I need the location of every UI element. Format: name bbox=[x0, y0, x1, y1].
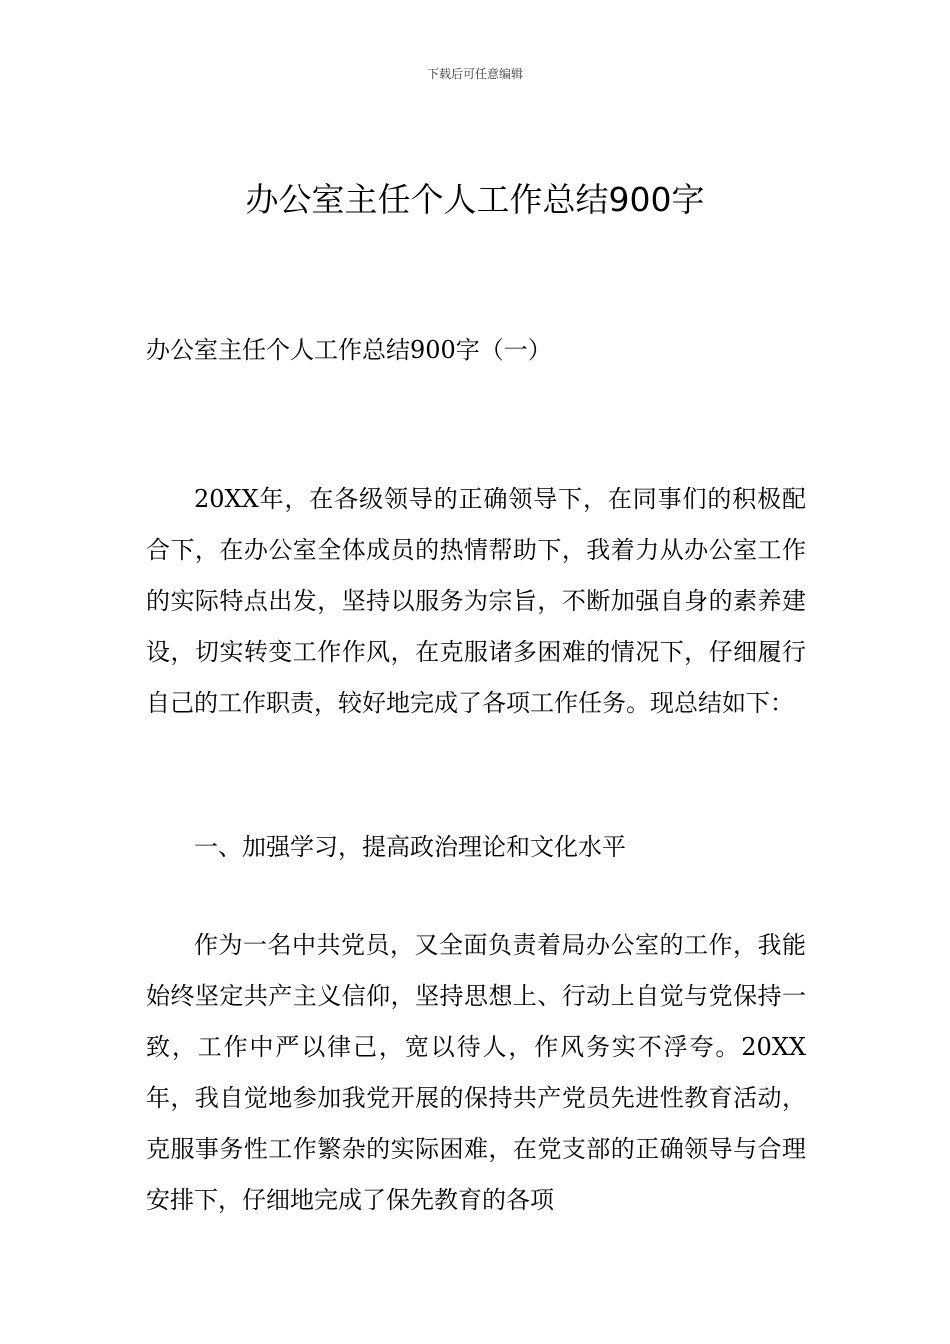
section-heading: 办公室主任个人工作总结900字（一） bbox=[146, 336, 552, 364]
paragraph-party-member: 作为一名中共党员，又全面负责着局办公室的工作，我能始终坚定共产主义信仰，坚持思想上、行动上自觉与党保持一致，工作中严以律己，宽以待人，作风务实不浮夸。20XX年，我自觉地参加我党开展的保持共产党员先进性教育活动，克服事务性工作繁杂的实际困难，在党支部的正确领导与合理安排下，仔细地完成了保先教育的各项 bbox=[146, 931, 806, 1214]
paragraph-intro: 20XX年，在各级领导的正确领导下，在同事们的积极配合下，在办公室全体成员的热情帮助下，我着力从办公室工作的实际特点出发，坚持以服务为宗旨，不断加强自身的素养建设，切实转变工作作风，在克服诸多困难的情况下，仔细履行自己的工作职责，较好地完成了各项工作任务。现总结如下： bbox=[146, 485, 806, 717]
document-title: 办公室主任个人工作总结900字 bbox=[245, 180, 705, 219]
subheading-study: 一、加强学习，提高政治理论和文化水平 bbox=[194, 833, 626, 861]
header-note: 下载后可任意编辑 bbox=[426, 67, 523, 81]
